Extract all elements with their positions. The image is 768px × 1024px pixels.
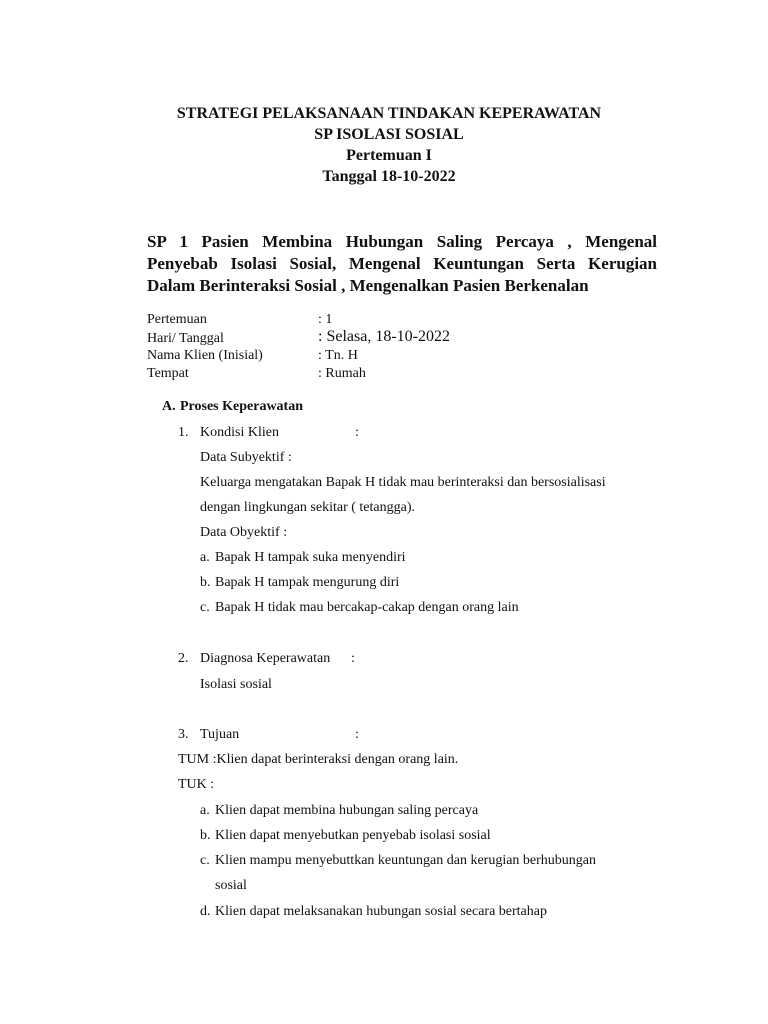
info-label-pertemuan: Pertemuan bbox=[147, 312, 207, 327]
info-label-nama-klien: Nama Klien (Inisial) bbox=[147, 348, 263, 363]
tuk-marker-b: b. bbox=[200, 828, 211, 843]
info-value-tempat: : Rumah bbox=[318, 366, 366, 381]
subjective-line-1: Keluarga mengatakan Bapak H tidak mau berinteraksi dan bersosialisasi bbox=[200, 475, 606, 490]
section-a-marker: A. bbox=[162, 399, 176, 414]
item-3-label: Tujuan bbox=[200, 727, 240, 742]
item-1-label: Kondisi Klien bbox=[200, 425, 279, 440]
title-line-1: STRATEGI PELAKSANAAN TINDAKAN KEPERAWATAN bbox=[176, 105, 602, 122]
objective-item-a: Bapak H tampak suka menyendiri bbox=[215, 550, 406, 565]
info-label-tempat: Tempat bbox=[147, 366, 189, 381]
item-3-colon: : bbox=[355, 727, 359, 742]
item-2-colon: : bbox=[351, 651, 355, 666]
subjective-label: Data Subyektif : bbox=[200, 450, 292, 465]
objective-item-b: Bapak H tampak mengurung diri bbox=[215, 575, 400, 590]
info-label-hari-tanggal: Hari/ Tanggal bbox=[147, 331, 224, 346]
tuk-item-b: Klien dapat menyebutkan penyebab isolasi sosial bbox=[215, 828, 491, 843]
tum-text: TUM :Klien dapat berinteraksi dengan orang lain. bbox=[178, 752, 459, 767]
tuk-marker-c: c. bbox=[200, 853, 210, 868]
tuk-item-c-continued: sosial bbox=[215, 878, 247, 893]
tuk-item-a: Klien dapat membina hubungan saling percaya bbox=[215, 803, 479, 818]
info-value-hari-tanggal: : Selasa, 18-10-2022 bbox=[318, 328, 450, 345]
title-line-2: SP ISOLASI SOSIAL bbox=[314, 126, 464, 143]
subjective-line-2: dengan lingkungan sekitar ( tetangga). bbox=[200, 500, 415, 515]
item-1-number: 1. bbox=[178, 425, 189, 440]
tuk-label: TUK : bbox=[178, 777, 215, 792]
info-value-pertemuan: : 1 bbox=[318, 312, 333, 327]
objective-marker-b: b. bbox=[200, 575, 211, 590]
objective-marker-c: c. bbox=[200, 600, 210, 615]
title-line-3: Pertemuan I bbox=[346, 147, 432, 164]
document-title bbox=[0, 103, 768, 187]
sp-heading: SP 1 Pasien Membina Hubungan Saling Percaya , Mengenal Penyebab Isolasi Sosial, Mengenal Keuntungan Serta Kerugian Dalam Berinteraksi Sosial , Mengenalkan Pasien Berkenalan bbox=[147, 232, 657, 295]
objective-item-c: Bapak H tidak mau bercakap-cakap dengan orang lain bbox=[215, 600, 519, 615]
info-value-nama-klien: : Tn. H bbox=[318, 348, 358, 363]
diagnosis-value: Isolasi sosial bbox=[200, 677, 272, 692]
title-line-4: Tanggal 18-10-2022 bbox=[322, 168, 456, 185]
item-3-number: 3. bbox=[178, 727, 189, 742]
objective-label: Data Obyektif : bbox=[200, 525, 288, 540]
objective-marker-a: a. bbox=[200, 550, 210, 565]
tuk-item-d: Klien dapat melaksanakan hubungan sosial secara bertahap bbox=[215, 904, 547, 919]
item-2-label: Diagnosa Keperawatan bbox=[200, 651, 331, 666]
item-1-colon: : bbox=[355, 425, 359, 440]
item-2-number: 2. bbox=[178, 651, 189, 666]
section-a-title: Proses Keperawatan bbox=[180, 399, 303, 414]
tuk-marker-a: a. bbox=[200, 803, 210, 818]
tuk-item-c: Klien mampu menyebuttkan keuntungan dan kerugian berhubungan bbox=[215, 853, 597, 868]
tuk-marker-d: d. bbox=[200, 904, 211, 919]
